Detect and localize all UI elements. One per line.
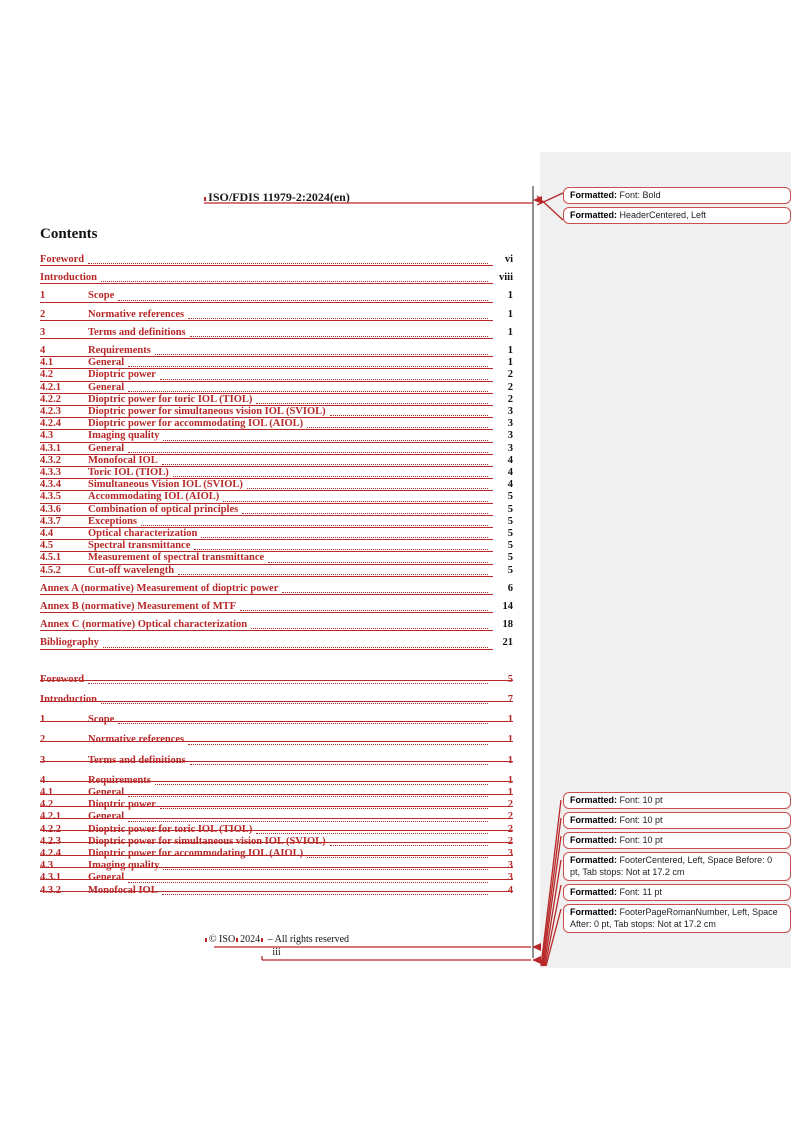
toc-entry-page: 4 — [507, 479, 513, 491]
toc-entry-number: 4.4 — [40, 528, 54, 540]
toc-entry-number: 2 — [40, 308, 46, 320]
toc-entry-number: 1 — [40, 290, 46, 302]
toc-entry-page: 2 — [507, 835, 513, 847]
dotted-leader — [163, 438, 488, 441]
dotted-leader — [307, 425, 488, 428]
toc-entry[interactable] — [40, 824, 513, 836]
toc-entry-number: 4.2.3 — [40, 406, 61, 418]
toc-entry-page: 3 — [507, 418, 513, 430]
toc-entry-title: Exceptions — [88, 515, 138, 527]
toc-entry-page: 1 — [507, 345, 513, 357]
toc-entry-title: Bibliography — [40, 637, 99, 649]
dotted-leader — [88, 681, 488, 684]
dotted-leader — [128, 389, 488, 392]
toc-entry-page: 3 — [507, 847, 513, 859]
toc-entry-title: Annex A (normative) Measurement of dioptric power — [40, 582, 279, 594]
toc-entry-page: 3 — [507, 430, 513, 442]
toc-entry-number: 4.2.4 — [40, 847, 61, 859]
toc-entry-page: 1 — [507, 714, 513, 726]
dotted-leader — [251, 626, 488, 629]
dotted-leader — [178, 572, 488, 575]
toc-entry[interactable] — [40, 637, 513, 649]
toc-entry-number: 4.2 — [40, 799, 54, 811]
balloon-label: Formatted: — [570, 835, 617, 845]
toc-entry[interactable] — [40, 272, 513, 284]
toc-entry-title: General — [88, 811, 125, 823]
toc-entry-page: 18 — [502, 619, 513, 631]
toc-entry-number: 4.3.7 — [40, 515, 61, 527]
dotted-leader — [307, 855, 488, 858]
footer-copyright — [204, 934, 349, 945]
formatted-balloon[interactable] — [563, 904, 791, 933]
dotted-leader — [247, 486, 488, 489]
balloon-text: FooterPageRomanNumber, Left, Space After: 0 pt, Tab stops: Not at 17.2 cm — [570, 907, 778, 929]
toc-entry-number: 4.5 — [40, 540, 54, 552]
table-of-contents — [40, 254, 513, 897]
toc-entry-number: 4.3.2 — [40, 884, 61, 896]
toc-entry-number: 4.2.3 — [40, 835, 61, 847]
toc-entry-title: Dioptric power for simultaneous vision IOL (SVIOL) — [88, 835, 326, 847]
toc-entry[interactable] — [40, 455, 513, 467]
toc-entry-number: 1 — [40, 714, 46, 726]
balloon-label: Formatted: — [570, 815, 617, 825]
toc-entry[interactable] — [40, 418, 513, 430]
toc-entry-title: Cut-off wavelength — [88, 564, 175, 576]
dotted-leader — [118, 298, 488, 301]
dotted-leader — [128, 880, 488, 883]
tracked-change-mark-icon — [236, 938, 238, 942]
toc-entry[interactable] — [40, 290, 513, 302]
dotted-leader — [201, 535, 488, 538]
toc-entry[interactable] — [40, 254, 513, 266]
toc-entry[interactable] — [40, 734, 513, 746]
toc-entry-number: 4.5.2 — [40, 564, 61, 576]
toc-entry-page: 2 — [507, 811, 513, 823]
toc-entry-title: Accommodating IOL (AIOL) — [88, 491, 220, 503]
page-footer[interactable] — [40, 933, 513, 959]
toc-entry-title: General — [88, 442, 125, 454]
toc-entry-page: 4 — [507, 884, 513, 896]
toc-entry-page: 1 — [507, 308, 513, 320]
toc-entry-title: Imaging quality — [88, 860, 160, 872]
dotted-leader — [256, 831, 488, 834]
toc-entry-number: 4.3.1 — [40, 872, 61, 884]
toc-entry-page: 1 — [507, 786, 513, 798]
toc-entry-number: 4.3.4 — [40, 479, 61, 491]
toc-entry-page: 2 — [507, 799, 513, 811]
toc-inserted-list — [40, 254, 513, 650]
toc-entry-page: 4 — [507, 454, 513, 466]
toc-entry-page: 2 — [507, 823, 513, 835]
dotted-leader — [118, 721, 488, 724]
balloon-text: Font: 11 pt — [617, 887, 662, 897]
toc-deleted-list — [40, 674, 513, 897]
formatted-balloons-top — [563, 187, 791, 224]
toc-entry-title: General — [88, 786, 125, 798]
dotted-leader — [190, 762, 488, 765]
formatted-balloon[interactable] — [563, 852, 791, 881]
toc-entry[interactable] — [40, 406, 513, 418]
toc-entry-title: Annex B (normative) Measurement of MTF — [40, 601, 237, 613]
toc-entry[interactable] — [40, 601, 513, 613]
toc-entry-number: 4.3 — [40, 430, 54, 442]
footer-page-number: iii — [272, 947, 281, 958]
toc-entry[interactable] — [40, 755, 513, 767]
toc-entry-page: 5 — [507, 540, 513, 552]
toc-entry-page: 5 — [507, 673, 513, 685]
toc-entry-page: 1 — [507, 734, 513, 746]
toc-entry-page: 5 — [507, 515, 513, 527]
toc-entry-page: 1 — [507, 326, 513, 338]
toc-entry-page: 1 — [507, 774, 513, 786]
toc-entry[interactable] — [40, 528, 513, 540]
toc-entry-page: 2 — [507, 369, 513, 381]
dotted-leader — [141, 523, 488, 526]
toc-entry-page: 5 — [507, 503, 513, 515]
page-header-title[interactable] — [40, 190, 513, 205]
toc-entry[interactable] — [40, 860, 513, 872]
tracked-change-mark-icon — [261, 938, 263, 942]
toc-entry-number: 4.2.1 — [40, 811, 61, 823]
toc-entry-page: vi — [504, 254, 513, 265]
dotted-leader — [282, 590, 488, 593]
toc-entry-number: 4.2.4 — [40, 418, 61, 430]
dotted-leader — [242, 511, 488, 514]
dotted-leader — [155, 782, 488, 785]
toc-entry-title: Normative references — [88, 734, 185, 746]
balloon-label: Formatted: — [570, 210, 617, 220]
toc-entry-number: 4.3.3 — [40, 467, 61, 479]
toc-entry-title: Monofocal IOL — [88, 884, 158, 896]
toc-entry[interactable] — [40, 799, 513, 811]
toc-entry[interactable] — [40, 369, 513, 381]
dotted-leader — [128, 794, 488, 797]
dotted-leader — [194, 547, 488, 550]
toc-entry-page: 21 — [502, 637, 513, 649]
toc-entry[interactable] — [40, 345, 513, 357]
toc-entry-page: 1 — [507, 290, 513, 302]
toc-entry-number: 4.2.2 — [40, 823, 61, 835]
toc-entry[interactable] — [40, 443, 513, 455]
formatted-balloon[interactable] — [563, 792, 791, 809]
toc-entry[interactable] — [40, 836, 513, 848]
toc-entry-page: 3 — [507, 442, 513, 454]
dotted-leader — [190, 334, 488, 337]
copyright-pre: © ISO — [208, 934, 236, 945]
toc-entry-page: 5 — [507, 528, 513, 540]
toc-entry-title: General — [88, 381, 125, 393]
toc-entry[interactable] — [40, 787, 513, 799]
toc-entry-number: 3 — [40, 754, 46, 766]
balloon-text: Font: 10 pt — [617, 795, 663, 805]
dotted-leader — [188, 742, 488, 745]
toc-entry-number: 4.1 — [40, 357, 54, 369]
contents-heading[interactable]: Contents — [40, 226, 98, 242]
formatted-balloon[interactable] — [563, 812, 791, 829]
dotted-leader — [128, 819, 488, 822]
toc-entry-title: General — [88, 872, 125, 884]
toc-entry-number: 4.2.2 — [40, 393, 61, 405]
toc-entry-title: Terms and definitions — [88, 754, 186, 766]
balloon-text: Font: 10 pt — [617, 835, 663, 845]
toc-entry-page: 5 — [507, 564, 513, 576]
toc-entry-page: 3 — [507, 860, 513, 872]
toc-entry[interactable] — [40, 467, 513, 479]
balloon-label: Formatted: — [570, 190, 617, 200]
toc-entry-number: 2 — [40, 734, 46, 746]
dotted-leader — [188, 316, 488, 319]
toc-entry-number: 4.2.1 — [40, 381, 61, 393]
toc-entry-title: Normative references — [88, 308, 185, 320]
toc-entry-title: Dioptric power — [88, 369, 156, 381]
toc-entry-page: 6 — [507, 582, 513, 594]
dotted-leader — [162, 892, 488, 895]
toc-entry[interactable] — [40, 327, 513, 339]
toc-entry[interactable] — [40, 848, 513, 860]
toc-entry-title: Spectral transmittance — [88, 540, 191, 552]
toc-entry[interactable] — [40, 565, 513, 577]
copyright-year: 2024 — [240, 934, 261, 945]
balloon-text: HeaderCentered, Left — [617, 210, 707, 220]
toc-entry-number: 3 — [40, 326, 46, 338]
toc-entry-page: 1 — [507, 357, 513, 369]
toc-entry[interactable] — [40, 382, 513, 394]
dotted-leader — [223, 499, 488, 502]
toc-entry-number: 4 — [40, 774, 46, 786]
toc-entry-page: 3 — [507, 406, 513, 418]
toc-entry[interactable] — [40, 504, 513, 516]
toc-entry-title: Foreword — [40, 673, 85, 685]
toc-entry-page: 7 — [507, 693, 513, 705]
toc-entry[interactable] — [40, 430, 513, 442]
toc-entry[interactable] — [40, 394, 513, 406]
dotted-leader — [103, 645, 488, 648]
toc-entry-page: 3 — [507, 872, 513, 884]
dotted-leader — [256, 401, 488, 404]
dotted-leader — [162, 462, 488, 465]
toc-entry-title: Terms and definitions — [88, 326, 186, 338]
toc-entry[interactable] — [40, 619, 513, 631]
balloon-label: Formatted: — [570, 887, 617, 897]
balloon-label: Formatted: — [570, 795, 617, 805]
toc-entry-title: Dioptric power for simultaneous vision IOL (SVIOL) — [88, 406, 326, 418]
toc-entry-title: Dioptric power for accommodating IOL (AIOL) — [88, 418, 304, 430]
dotted-leader — [128, 364, 488, 367]
dotted-leader — [268, 560, 488, 563]
dotted-leader — [128, 450, 488, 453]
toc-entry-title: General — [88, 357, 125, 369]
toc-entry-title: Annex C (normative) Optical characterization — [40, 619, 248, 631]
toc-entry[interactable] — [40, 552, 513, 564]
balloon-text: Font: Bold — [617, 190, 661, 200]
toc-entry-title: Scope — [88, 714, 115, 726]
toc-entry[interactable] — [40, 872, 513, 884]
toc-entry-page: viii — [498, 272, 513, 284]
balloon-label: Formatted: — [570, 855, 617, 865]
toc-entry-title: Imaging quality — [88, 430, 160, 442]
dotted-leader — [101, 279, 488, 282]
toc-entry[interactable] — [40, 479, 513, 491]
toc-entry-title: Combination of optical principles — [88, 503, 239, 515]
toc-entry-number: 4.2 — [40, 369, 54, 381]
toc-entry-title: Scope — [88, 290, 115, 302]
toc-entry[interactable] — [40, 674, 513, 686]
toc-entry[interactable] — [40, 357, 513, 369]
toc-entry-title: Requirements — [88, 345, 151, 357]
toc-entry-number: 4.3.1 — [40, 442, 61, 454]
formatted-balloons-bottom — [563, 792, 791, 933]
dotted-leader — [88, 261, 488, 264]
toc-entry-title: Monofocal IOL — [88, 454, 158, 466]
formatted-balloon[interactable] — [563, 207, 791, 224]
toc-entry[interactable] — [40, 885, 513, 897]
toc-entry-title: Introduction — [40, 272, 97, 284]
toc-entry-number: 4 — [40, 345, 46, 357]
toc-entry-number: 4.3.2 — [40, 454, 61, 466]
toc-entry[interactable] — [40, 516, 513, 528]
toc-entry-number: 4.1 — [40, 786, 54, 798]
toc-entry-title: Simultaneous Vision IOL (SVIOL) — [88, 479, 243, 491]
balloon-text: Font: 10 pt — [617, 815, 663, 825]
dotted-leader — [160, 377, 488, 380]
toc-entry-page: 2 — [507, 381, 513, 393]
dotted-leader — [101, 701, 488, 704]
toc-entry-title: Dioptric power for accommodating IOL (AIOL) — [88, 847, 304, 859]
toc-entry-page: 14 — [502, 601, 513, 613]
toc-entry-title: Introduction — [40, 693, 97, 705]
toc-entry-page: 4 — [507, 467, 513, 479]
balloon-text: FooterCentered, Left, Space Before: 0 pt, Tab stops: Not at 17.2 cm — [570, 855, 773, 877]
toc-entry[interactable] — [40, 309, 513, 321]
toc-entry-title: Optical characterization — [88, 528, 198, 540]
copyright-post: – All rights reserved — [267, 934, 350, 945]
toc-entry[interactable] — [40, 694, 513, 706]
toc-entry-number: 4.5.1 — [40, 552, 61, 564]
formatted-balloon[interactable] — [563, 187, 791, 204]
toc-entry[interactable] — [40, 811, 513, 823]
toc-entry-page: 5 — [507, 552, 513, 564]
toc-entry-number: 4.3.6 — [40, 503, 61, 515]
toc-entry-title: Dioptric power for toric IOL (TIOL) — [88, 823, 253, 835]
dotted-leader — [330, 843, 488, 846]
dotted-leader — [160, 806, 488, 809]
toc-entry[interactable] — [40, 583, 513, 595]
toc-entry-title: Foreword — [40, 254, 85, 265]
formatted-balloon[interactable] — [563, 884, 791, 901]
toc-entry-title: Toric IOL (TIOL) — [88, 467, 169, 479]
formatted-balloon[interactable] — [563, 832, 791, 849]
dotted-leader — [163, 867, 488, 870]
tracked-change-mark-icon — [205, 938, 207, 942]
dotted-leader — [240, 608, 488, 611]
toc-entry-title: Dioptric power — [88, 799, 156, 811]
toc-entry-title: Measurement of spectral transmittance — [88, 552, 265, 564]
toc-entry-title: Dioptric power for toric IOL (TIOL) — [88, 393, 253, 405]
toc-entry[interactable] — [40, 491, 513, 503]
toc-entry[interactable] — [40, 775, 513, 787]
dotted-leader — [155, 352, 488, 355]
toc-entry-page: 5 — [507, 491, 513, 503]
dotted-leader — [330, 413, 488, 416]
header-title-text: ISO/FDIS 11979-2:2024(en) — [208, 190, 350, 204]
tracked-change-mark-icon — [204, 197, 206, 201]
toc-entry[interactable] — [40, 714, 513, 726]
dotted-leader — [173, 474, 488, 477]
toc-entry-page: 1 — [507, 754, 513, 766]
balloon-label: Formatted: — [570, 907, 617, 917]
toc-entry-title: Requirements — [88, 774, 151, 786]
toc-entry-number: 4.3.5 — [40, 491, 61, 503]
toc-entry[interactable] — [40, 540, 513, 552]
toc-entry-number: 4.3 — [40, 860, 54, 872]
toc-entry-page: 2 — [507, 393, 513, 405]
